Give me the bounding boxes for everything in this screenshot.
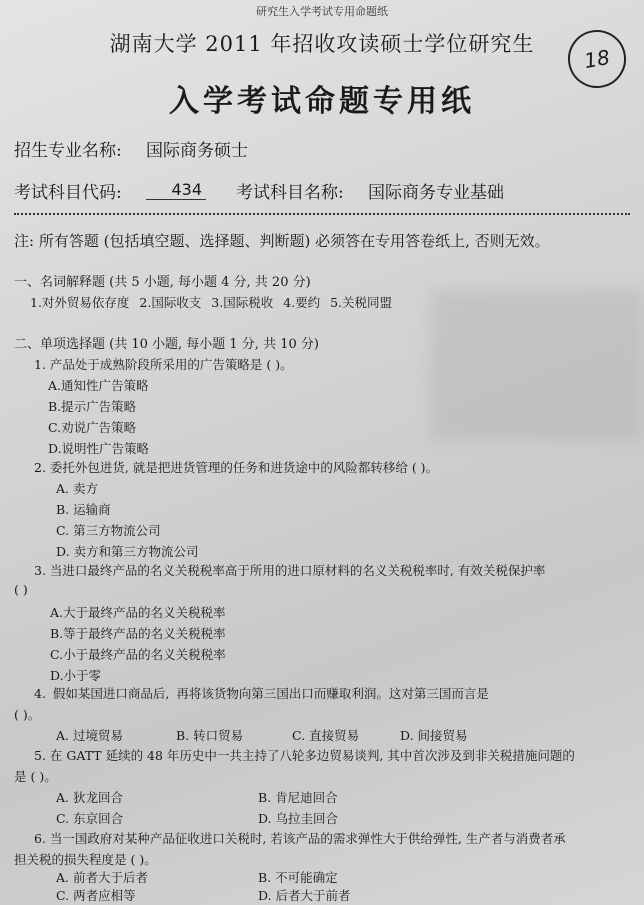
q2-option-a: A. 卖方 <box>56 481 98 496</box>
question-4: 4. 假如某国进口商品后, 再将该货物向第三国出口而赚取利润。这对第三国而言是 <box>34 686 489 701</box>
q2-option-c: C. 第三方物流公司 <box>56 523 161 538</box>
code-label: 考试科目代码: <box>14 183 122 203</box>
q4-option-a: A. 过境贸易 <box>56 728 123 743</box>
q6-option-a: A. 前者大于后者 <box>56 870 148 885</box>
question-6: 6. 当一国政府对某种产品征收进口关税时, 若该产品的需求弹性大于供给弹性, 生产者与消费者承 <box>34 831 566 846</box>
q5-option-a: A. 狄龙回合 <box>56 790 123 805</box>
q3-option-a: A.大于最终产品的名义关税税率 <box>50 605 226 620</box>
major-value: 国际商务硕士 <box>146 141 248 161</box>
top-label: 研究生入学考试专用命题纸 <box>256 5 388 18</box>
question-2: 2. 委托外包进货, 就是把进货管理的任务和进货途中的风险都转移给 ( )。 <box>34 460 439 475</box>
question-3: 3. 当进口最终产品的名义关税税率高于所用的进口原材料的名义关税税率时, 有效关税保护率 <box>34 563 546 578</box>
question-3-cont: ( ) <box>14 582 28 597</box>
section-1-heading: 一、名词解释题 (共 5 小题, 每小题 4 分, 共 20 分) <box>14 275 311 290</box>
q1-option-b: B.提示广告策略 <box>48 399 137 414</box>
shadow-region <box>430 290 644 440</box>
title-line-1: 湖南大学 2011 年招收攻读硕士学位研究生 <box>109 32 535 56</box>
question-5: 5. 在 GATT 延续的 48 年历史中一共主持了八轮多边贸易谈判, 其中首次涉及到非关税措施问题的 <box>34 748 575 763</box>
q1-option-a: A.通知性广告策略 <box>48 378 149 393</box>
q1-option-d: D.说明性广告策略 <box>48 441 150 456</box>
q3-option-b: B.等于最终产品的名义关税税率 <box>50 626 226 641</box>
major-label: 招生专业名称: <box>14 141 122 161</box>
q4-option-c: C. 直接贸易 <box>292 728 360 743</box>
question-5-cont: 是 ( )。 <box>14 769 57 784</box>
q6-option-b: B. 不可能确定 <box>258 870 338 885</box>
code-value: 434 <box>146 180 206 200</box>
section-1-items: 1.对外贸易依存度 2.国际收支 3.国际税收 4.要约 5.关税同盟 <box>30 295 393 310</box>
q4-option-b: B. 转口贸易 <box>176 728 244 743</box>
q2-option-b: B. 运输商 <box>56 502 111 517</box>
subject-value: 国际商务专业基础 <box>368 183 504 203</box>
title-line-2: 入学考试命题专用纸 <box>169 84 475 119</box>
q6-option-d: D. 后者大于前者 <box>258 888 351 903</box>
q2-option-d: D. 卖方和第三方物流公司 <box>56 544 199 559</box>
q5-option-b: B. 肯尼迪回合 <box>258 790 338 805</box>
q1-option-c: C.劝说广告策略 <box>48 420 137 435</box>
dotted-divider <box>14 213 630 215</box>
q6-option-c: C. 两者应相等 <box>56 888 136 903</box>
subject-label: 考试科目名称: <box>236 183 344 203</box>
question-1: 1. 产品处于成熟阶段所采用的广告策略是 ( )。 <box>34 357 293 372</box>
q5-option-d: D. 乌拉圭回合 <box>258 811 339 826</box>
q3-option-c: C.小于最终产品的名义关税税率 <box>50 647 226 662</box>
question-6-cont: 担关税的损失程度是 ( )。 <box>14 852 157 867</box>
page-number-circle: 18 <box>563 25 630 92</box>
section-2-heading: 二、单项选择题 (共 10 小题, 每小题 1 分, 共 10 分) <box>14 337 319 352</box>
q4-option-d: D. 间接贸易 <box>400 728 468 743</box>
q5-option-c: C. 东京回合 <box>56 811 124 826</box>
q3-option-d: D.小于零 <box>50 668 102 683</box>
question-4-cont: ( )。 <box>14 707 41 722</box>
note-text: 注: 所有答题 (包括填空题、选择题、判断题) 必须答在专用答卷纸上, 否则无效。 <box>14 232 550 250</box>
